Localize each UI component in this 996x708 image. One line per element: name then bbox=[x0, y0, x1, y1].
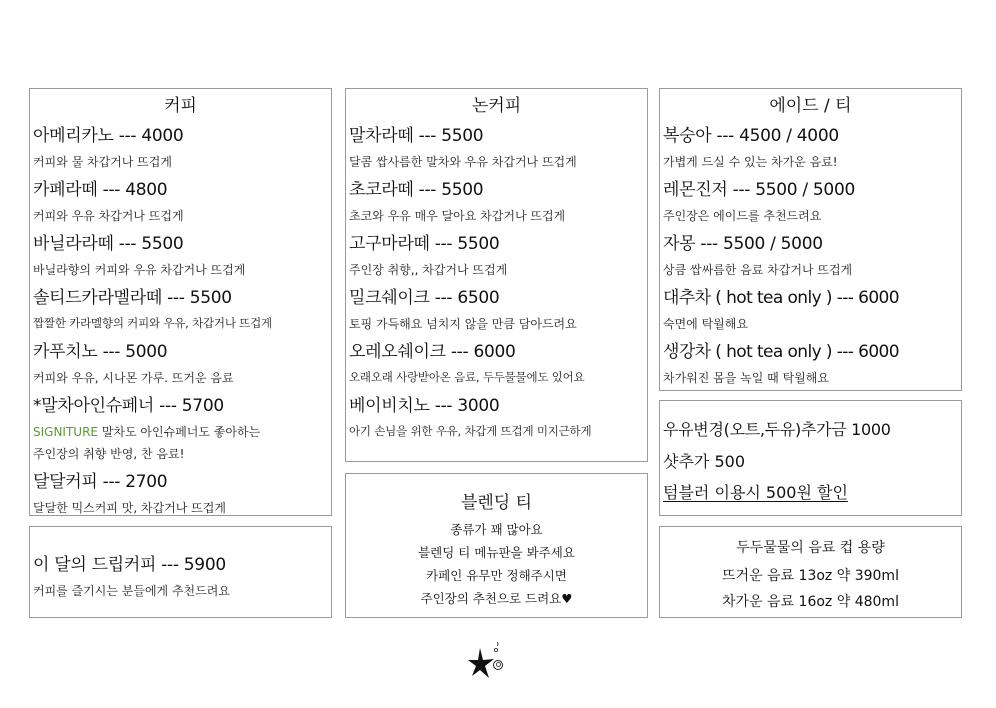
menu-item-salted-caramel-latte: 솔티드카라멜라떼 --- 5500 bbox=[33, 288, 232, 308]
menu-item-drip-coffee: 이 달의 드립커피 --- 5900 bbox=[33, 555, 226, 575]
ade-tea-section-title: 에이드 / 티 bbox=[769, 96, 852, 116]
menu-item-desc: 가볍게 드실 수 있는 차가운 음료! bbox=[663, 155, 838, 169]
cup-size-title: 두두물물의 음료 컵 용량 bbox=[736, 540, 885, 556]
menu-item-vanilla-latte: 바닐라라떼 --- 5500 bbox=[33, 234, 184, 254]
menu-item-desc: 짭짤한 카라멜향의 커피와 우유, 차갑거나 뜨겁게 bbox=[33, 316, 272, 330]
menu-item-daldal-coffee: 달달커피 --- 2700 bbox=[33, 472, 168, 492]
extras-box bbox=[659, 400, 962, 516]
menu-item-oreo-shake: 오레오쉐이크 --- 6000 bbox=[349, 342, 516, 362]
menu-item-cappuccino: 카푸치노 --- 5000 bbox=[33, 342, 168, 362]
noncoffee-section-title: 논커피 bbox=[471, 96, 522, 116]
menu-item-desc: 주인장 취향,, 차갑거나 뜨겁게 bbox=[349, 263, 508, 277]
menu-item-cafe-latte: 카페라떼 --- 4800 bbox=[33, 180, 168, 200]
menu-item-matcha-latte: 말차라떼 --- 5500 bbox=[349, 126, 484, 146]
menu-item-desc: 커피를 즐기시는 분들에게 추천드려요 bbox=[33, 584, 230, 598]
noncoffee-menu-box bbox=[345, 88, 648, 462]
star-swirl-logo-icon bbox=[466, 638, 522, 686]
coffee-section-title: 커피 bbox=[164, 96, 197, 116]
menu-item-grapefruit: 자몽 --- 5500 / 5000 bbox=[663, 234, 823, 254]
menu-item-desc-2: 주인장의 취향 반영, 찬 음료! bbox=[33, 447, 185, 461]
cup-size-box bbox=[659, 526, 962, 618]
ade-tea-menu-box bbox=[659, 88, 962, 391]
coffee-menu-box bbox=[29, 88, 332, 516]
cold-cup-size: 차가운 음료 16oz 약 480ml bbox=[722, 594, 899, 610]
blending-tea-title: 블렌딩 티 bbox=[460, 493, 533, 513]
signature-label: SIGNITURE bbox=[33, 425, 99, 439]
blending-tea-line: 카페인 유무만 정해주시면 bbox=[426, 568, 567, 583]
menu-item-desc: SIGNITURE 말차도 아인슈페너도 좋아하는 bbox=[33, 425, 261, 439]
menu-item-desc: 주인장은 에이드를 추천드려요 bbox=[663, 209, 822, 223]
blending-tea-box bbox=[345, 473, 648, 618]
menu-item-sweet-potato-latte: 고구마라떼 --- 5500 bbox=[349, 234, 500, 254]
milk-change-fee: 우유변경(오트,두유)추가금 1000 bbox=[663, 420, 891, 439]
menu-item-ginger-tea: 생강차 ( hot tea only ) --- 6000 bbox=[663, 342, 899, 362]
menu-item-desc: 달달한 믹스커피 맛, 차갑거나 뜨겁게 bbox=[33, 501, 226, 515]
menu-item-desc: 토핑 가득해요 넘치지 않을 만큼 담아드려요 bbox=[349, 317, 577, 331]
shot-extra-fee: 샷추가 500 bbox=[663, 452, 745, 471]
menu-item-desc: 아기 손님을 위한 우유, 차갑게 뜨겁게 미지근하게 bbox=[349, 424, 592, 438]
tumbler-discount: 텀블러 이용시 500원 할인 bbox=[663, 483, 848, 502]
menu-item-choco-latte: 초코라떼 --- 5500 bbox=[349, 180, 484, 200]
menu-item-peach: 복숭아 --- 4500 / 4000 bbox=[663, 126, 839, 146]
blending-tea-line: 주인장의 추천으로 드려요♥ bbox=[420, 591, 573, 606]
menu-item-jujube-tea: 대추차 ( hot tea only ) --- 6000 bbox=[663, 288, 899, 308]
menu-item-lemon-ginger: 레몬진저 --- 5500 / 5000 bbox=[663, 180, 855, 200]
menu-item-desc: 커피와 우유, 시나몬 가루. 뜨거운 음료 bbox=[33, 371, 234, 385]
menu-item-desc: 차가워진 몸을 녹일 때 탁월해요 bbox=[663, 371, 829, 385]
menu-item-desc: 달콤 쌉사름한 말차와 우유 차갑거나 뜨겁게 bbox=[349, 155, 577, 169]
blending-tea-line: 블렌딩 티 메뉴판을 봐주세요 bbox=[418, 545, 575, 560]
menu-item-desc: 바닐라향의 커피와 우유 차갑거나 뜨겁게 bbox=[33, 263, 246, 277]
menu-item-desc: 커피와 우유 차갑거나 뜨겁게 bbox=[33, 209, 184, 223]
menu-item-desc: 초코와 우유 매우 달아요 차갑거나 뜨겁게 bbox=[349, 209, 566, 223]
menu-item-desc: 상큼 쌉싸름한 음료 차갑거나 뜨겁게 bbox=[663, 263, 853, 277]
menu-item-desc: 오래오래 사랑받아온 음료, 두두물물에도 있어요 bbox=[349, 370, 585, 384]
menu-item-desc: 숙면에 탁월해요 bbox=[663, 317, 748, 331]
blending-tea-line: 종류가 꽤 많아요 bbox=[450, 522, 543, 537]
menu-item-desc: 커피와 물 차갑거나 뜨겁게 bbox=[33, 155, 172, 169]
drip-coffee-box bbox=[29, 526, 332, 618]
menu-item-milkshake: 밀크쉐이크 --- 6500 bbox=[349, 288, 500, 308]
menu-item-americano: 아메리카노 --- 4000 bbox=[33, 126, 184, 146]
hot-cup-size: 뜨거운 음료 13oz 약 390ml bbox=[722, 568, 899, 584]
menu-item-babyccino: 베이비치노 --- 3000 bbox=[349, 396, 500, 416]
menu-item-matcha-einspanner: *말차아인슈페너 --- 5700 bbox=[33, 396, 224, 416]
